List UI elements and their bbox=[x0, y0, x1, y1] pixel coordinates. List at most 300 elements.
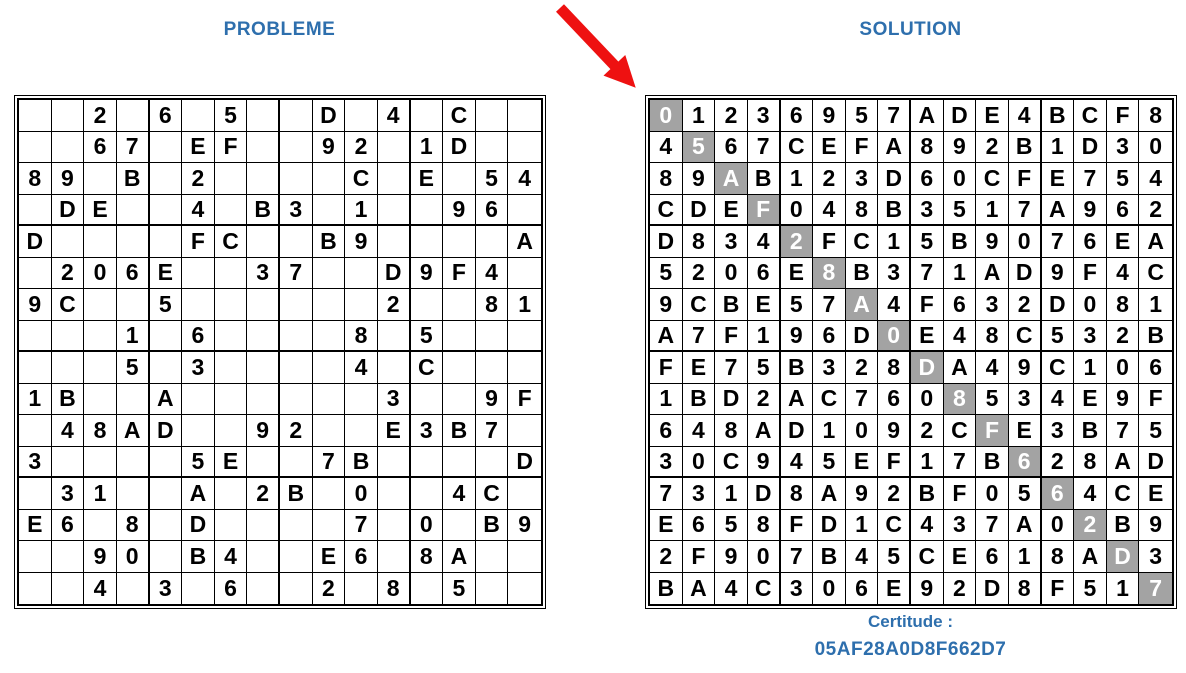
solution-cell-r6c10: 1 bbox=[944, 258, 977, 290]
solution-cell-r9c4: 5 bbox=[748, 352, 781, 384]
problem-cell-r2c2[interactable] bbox=[52, 132, 85, 164]
problem-cell-r4c10[interactable] bbox=[313, 195, 346, 227]
problem-cell-r12c15[interactable] bbox=[476, 447, 509, 479]
solution-cell-r5c14: 6 bbox=[1074, 226, 1107, 258]
problem-cell-r15c10: E bbox=[313, 541, 346, 573]
solution-cell-r1c7: 5 bbox=[846, 100, 879, 132]
problem-cell-r7c7[interactable] bbox=[215, 289, 248, 321]
problem-cell-r12c8[interactable] bbox=[247, 447, 280, 479]
problem-cell-r8c9[interactable] bbox=[280, 321, 313, 353]
problem-cell-r15c9[interactable] bbox=[280, 541, 313, 573]
solution-cell-r1c3: 2 bbox=[715, 100, 748, 132]
problem-cell-r6c14: F bbox=[443, 258, 476, 290]
solution-cell-r8c11: 8 bbox=[976, 321, 1009, 353]
solution-cell-r10c1: 1 bbox=[650, 384, 683, 416]
solution-cell-r9c15: 0 bbox=[1107, 352, 1140, 384]
solution-cell-r11c3: 8 bbox=[715, 415, 748, 447]
solution-cell-r2c2: 5 bbox=[683, 132, 716, 164]
solution-cell-r3c16: 4 bbox=[1139, 163, 1172, 195]
solution-cell-r9c8: 8 bbox=[878, 352, 911, 384]
problem-cell-r8c10[interactable] bbox=[313, 321, 346, 353]
problem-cell-r3c5[interactable] bbox=[150, 163, 183, 195]
problem-cell-r5c5[interactable] bbox=[150, 226, 183, 258]
problem-cell-r11c7[interactable] bbox=[215, 415, 248, 447]
solution-cell-r5c1: D bbox=[650, 226, 683, 258]
problem-cell-r16c7: 6 bbox=[215, 573, 248, 605]
problem-cell-r7c2: C bbox=[52, 289, 85, 321]
solution-cell-r13c14: 4 bbox=[1074, 478, 1107, 510]
problem-cell-r5c11: 9 bbox=[345, 226, 378, 258]
problem-cell-r14c13: 0 bbox=[411, 510, 444, 542]
solution-cell-r15c10: E bbox=[944, 541, 977, 573]
solution-cell-r11c2: 4 bbox=[683, 415, 716, 447]
problem-cell-r10c8[interactable] bbox=[247, 384, 280, 416]
solution-cell-r4c4: F bbox=[748, 195, 781, 227]
problem-cell-r16c13[interactable] bbox=[411, 573, 444, 605]
solution-cell-r12c2: 0 bbox=[683, 447, 716, 479]
solution-cell-r1c6: 9 bbox=[813, 100, 846, 132]
solution-cell-r5c8: 1 bbox=[878, 226, 911, 258]
solution-cell-r13c12: 5 bbox=[1009, 478, 1042, 510]
solution-cell-r15c15: D bbox=[1107, 541, 1140, 573]
solution-cell-r3c6: 2 bbox=[813, 163, 846, 195]
problem-cell-r5c9[interactable] bbox=[280, 226, 313, 258]
problem-cell-r2c16[interactable] bbox=[508, 132, 541, 164]
solution-cell-r14c5: F bbox=[781, 510, 814, 542]
problem-cell-r16c4[interactable] bbox=[117, 573, 150, 605]
problem-cell-r9c9[interactable] bbox=[280, 352, 313, 384]
solution-cell-r8c2: 7 bbox=[683, 321, 716, 353]
solution-cell-r7c5: 5 bbox=[781, 289, 814, 321]
problem-cell-r9c13: C bbox=[411, 352, 444, 384]
problem-cell-r13c7[interactable] bbox=[215, 478, 248, 510]
problem-cell-r5c15[interactable] bbox=[476, 226, 509, 258]
solution-cell-r9c5: B bbox=[781, 352, 814, 384]
problem-cell-r1c15[interactable] bbox=[476, 100, 509, 132]
solution-cell-r13c4: D bbox=[748, 478, 781, 510]
problem-cell-r8c15[interactable] bbox=[476, 321, 509, 353]
problem-cell-r15c2[interactable] bbox=[52, 541, 85, 573]
problem-cell-r15c5[interactable] bbox=[150, 541, 183, 573]
problem-cell-r12c4[interactable] bbox=[117, 447, 150, 479]
solution-cell-r1c16: 8 bbox=[1139, 100, 1172, 132]
solution-cell-r12c7: E bbox=[846, 447, 879, 479]
problem-cell-r14c8[interactable] bbox=[247, 510, 280, 542]
problem-cell-r2c12[interactable] bbox=[378, 132, 411, 164]
solution-cell-r7c6: 7 bbox=[813, 289, 846, 321]
solution-cell-r14c1: E bbox=[650, 510, 683, 542]
problem-cell-r8c2[interactable] bbox=[52, 321, 85, 353]
solution-cell-r12c12: 6 bbox=[1009, 447, 1042, 479]
problem-cell-r11c15: 7 bbox=[476, 415, 509, 447]
problem-cell-r15c16[interactable] bbox=[508, 541, 541, 573]
problem-cell-r2c8[interactable] bbox=[247, 132, 280, 164]
problem-cell-r9c15[interactable] bbox=[476, 352, 509, 384]
problem-cell-r7c15: 8 bbox=[476, 289, 509, 321]
problem-cell-r14c5[interactable] bbox=[150, 510, 183, 542]
solution-cell-r3c2: 9 bbox=[683, 163, 716, 195]
problem-cell-r6c6[interactable] bbox=[182, 258, 215, 290]
problem-cell-r6c12: D bbox=[378, 258, 411, 290]
problem-cell-r12c5[interactable] bbox=[150, 447, 183, 479]
problem-cell-r10c14[interactable] bbox=[443, 384, 476, 416]
solution-cell-r3c8: D bbox=[878, 163, 911, 195]
problem-cell-r8c5[interactable] bbox=[150, 321, 183, 353]
problem-cell-r4c5[interactable] bbox=[150, 195, 183, 227]
problem-cell-r3c3[interactable] bbox=[84, 163, 117, 195]
problem-cell-r14c9[interactable] bbox=[280, 510, 313, 542]
solution-cell-r14c12: A bbox=[1009, 510, 1042, 542]
problem-cell-r10c1: 1 bbox=[19, 384, 52, 416]
problem-cell-r11c1[interactable] bbox=[19, 415, 52, 447]
problem-cell-r12c9[interactable] bbox=[280, 447, 313, 479]
problem-cell-r11c8: 9 bbox=[247, 415, 280, 447]
solution-cell-r2c12: B bbox=[1009, 132, 1042, 164]
problem-cell-r9c8[interactable] bbox=[247, 352, 280, 384]
problem-cell-r6c3: 0 bbox=[84, 258, 117, 290]
problem-cell-r10c3[interactable] bbox=[84, 384, 117, 416]
solution-cell-r9c13: C bbox=[1042, 352, 1075, 384]
problem-cell-r8c7[interactable] bbox=[215, 321, 248, 353]
problem-board bbox=[17, 98, 543, 606]
solution-cell-r16c14: 5 bbox=[1074, 573, 1107, 605]
problem-cell-r4c14: 9 bbox=[443, 195, 476, 227]
problem-cell-r5c12[interactable] bbox=[378, 226, 411, 258]
problem-cell-r9c10[interactable] bbox=[313, 352, 346, 384]
solution-cell-r7c2: C bbox=[683, 289, 716, 321]
problem-cell-r15c12[interactable] bbox=[378, 541, 411, 573]
solution-cell-r15c1: 2 bbox=[650, 541, 683, 573]
problem-cell-r6c16[interactable] bbox=[508, 258, 541, 290]
problem-cell-r7c6[interactable] bbox=[182, 289, 215, 321]
problem-cell-r2c1[interactable] bbox=[19, 132, 52, 164]
problem-cell-r6c10[interactable] bbox=[313, 258, 346, 290]
solution-cell-r5c3: 3 bbox=[715, 226, 748, 258]
problem-heading: PROBLEME bbox=[223, 19, 336, 40]
solution-cell-r12c16: D bbox=[1139, 447, 1172, 479]
solution-cell-r13c7: 9 bbox=[846, 478, 879, 510]
problem-cell-r7c8[interactable] bbox=[247, 289, 280, 321]
solution-cell-r7c4: E bbox=[748, 289, 781, 321]
problem-cell-r7c4[interactable] bbox=[117, 289, 150, 321]
problem-cell-r8c4: 1 bbox=[117, 321, 150, 353]
solution-cell-r2c14: D bbox=[1074, 132, 1107, 164]
solution-cell-r6c13: 9 bbox=[1042, 258, 1075, 290]
problem-cell-r11c5: D bbox=[150, 415, 183, 447]
problem-cell-r2c11: 2 bbox=[345, 132, 378, 164]
problem-cell-r12c10: 7 bbox=[313, 447, 346, 479]
problem-cell-r9c2[interactable] bbox=[52, 352, 85, 384]
problem-cell-r12c6: 5 bbox=[182, 447, 215, 479]
solution-cell-r6c7: B bbox=[846, 258, 879, 290]
problem-cell-r5c4[interactable] bbox=[117, 226, 150, 258]
problem-cell-r9c3[interactable] bbox=[84, 352, 117, 384]
problem-cell-r4c12[interactable] bbox=[378, 195, 411, 227]
red-arrow-icon bbox=[548, 2, 648, 97]
solution-cell-r1c11: E bbox=[976, 100, 1009, 132]
problem-cell-r5c14[interactable] bbox=[443, 226, 476, 258]
problem-cell-r8c8[interactable] bbox=[247, 321, 280, 353]
solution-cell-r11c11: F bbox=[976, 415, 1009, 447]
solution-cell-r4c16: 2 bbox=[1139, 195, 1172, 227]
solution-cell-r12c15: A bbox=[1107, 447, 1140, 479]
certitude-label: Certitude : bbox=[868, 612, 953, 631]
solution-cell-r13c3: 1 bbox=[715, 478, 748, 510]
solution-cell-r7c14: 0 bbox=[1074, 289, 1107, 321]
problem-cell-r11c9: 2 bbox=[280, 415, 313, 447]
problem-cell-r7c5: 5 bbox=[150, 289, 183, 321]
problem-cell-r12c16: D bbox=[508, 447, 541, 479]
problem-cell-r3c9[interactable] bbox=[280, 163, 313, 195]
problem-cell-r6c13: 9 bbox=[411, 258, 444, 290]
solution-cell-r3c12: F bbox=[1009, 163, 1042, 195]
solution-cell-r8c6: 6 bbox=[813, 321, 846, 353]
problem-cell-r5c13[interactable] bbox=[411, 226, 444, 258]
problem-cell-r13c12[interactable] bbox=[378, 478, 411, 510]
problem-cell-r13c4[interactable] bbox=[117, 478, 150, 510]
problem-cell-r16c9[interactable] bbox=[280, 573, 313, 605]
problem-cell-r14c12[interactable] bbox=[378, 510, 411, 542]
problem-cell-r15c4: 0 bbox=[117, 541, 150, 573]
solution-cell-r2c8: A bbox=[878, 132, 911, 164]
problem-cell-r3c11: C bbox=[345, 163, 378, 195]
problem-cell-r1c13[interactable] bbox=[411, 100, 444, 132]
problem-cell-r13c1[interactable] bbox=[19, 478, 52, 510]
problem-cell-r16c5: 3 bbox=[150, 573, 183, 605]
problem-cell-r3c8[interactable] bbox=[247, 163, 280, 195]
problem-cell-r6c1[interactable] bbox=[19, 258, 52, 290]
problem-cell-r10c2: B bbox=[52, 384, 85, 416]
problem-cell-r16c15[interactable] bbox=[476, 573, 509, 605]
solution-cell-r6c1: 5 bbox=[650, 258, 683, 290]
solution-cell-r10c12: 3 bbox=[1009, 384, 1042, 416]
problem-cell-r12c3[interactable] bbox=[84, 447, 117, 479]
problem-cell-r10c15: 9 bbox=[476, 384, 509, 416]
problem-cell-r8c16[interactable] bbox=[508, 321, 541, 353]
solution-cell-r9c16: 6 bbox=[1139, 352, 1172, 384]
solution-cell-r5c16: A bbox=[1139, 226, 1172, 258]
solution-cell-r11c15: 7 bbox=[1107, 415, 1140, 447]
solution-cell-r16c5: 3 bbox=[781, 573, 814, 605]
problem-cell-r7c1: 9 bbox=[19, 289, 52, 321]
problem-cell-r11c12: E bbox=[378, 415, 411, 447]
solution-cell-r11c13: 3 bbox=[1042, 415, 1075, 447]
problem-cell-r11c16[interactable] bbox=[508, 415, 541, 447]
problem-cell-r2c5[interactable] bbox=[150, 132, 183, 164]
problem-cell-r11c10[interactable] bbox=[313, 415, 346, 447]
problem-cell-r12c13[interactable] bbox=[411, 447, 444, 479]
problem-cell-r1c1[interactable] bbox=[19, 100, 52, 132]
problem-cell-r9c16[interactable] bbox=[508, 352, 541, 384]
solution-cell-r15c8: 5 bbox=[878, 541, 911, 573]
problem-cell-r13c15: C bbox=[476, 478, 509, 510]
problem-cell-r9c5[interactable] bbox=[150, 352, 183, 384]
problem-cell-r14c10[interactable] bbox=[313, 510, 346, 542]
problem-cell-r11c6[interactable] bbox=[182, 415, 215, 447]
solution-cell-r3c11: C bbox=[976, 163, 1009, 195]
problem-cell-r3c10[interactable] bbox=[313, 163, 346, 195]
problem-cell-r1c8[interactable] bbox=[247, 100, 280, 132]
problem-cell-r1c2[interactable] bbox=[52, 100, 85, 132]
solution-cell-r2c7: F bbox=[846, 132, 879, 164]
problem-cell-r14c3[interactable] bbox=[84, 510, 117, 542]
problem-cell-r9c7[interactable] bbox=[215, 352, 248, 384]
problem-cell-r10c11[interactable] bbox=[345, 384, 378, 416]
problem-cell-r16c1[interactable] bbox=[19, 573, 52, 605]
problem-cell-r8c1[interactable] bbox=[19, 321, 52, 353]
problem-cell-r5c2[interactable] bbox=[52, 226, 85, 258]
problem-cell-r1c4[interactable] bbox=[117, 100, 150, 132]
solution-cell-r16c11: D bbox=[976, 573, 1009, 605]
solution-cell-r1c14: C bbox=[1074, 100, 1107, 132]
solution-cell-r10c4: 2 bbox=[748, 384, 781, 416]
problem-cell-r4c16[interactable] bbox=[508, 195, 541, 227]
solution-cell-r8c13: 5 bbox=[1042, 321, 1075, 353]
problem-cell-r7c14[interactable] bbox=[443, 289, 476, 321]
problem-cell-r4c9: 3 bbox=[280, 195, 313, 227]
problem-cell-r15c8[interactable] bbox=[247, 541, 280, 573]
problem-cell-r9c12[interactable] bbox=[378, 352, 411, 384]
problem-cell-r11c11[interactable] bbox=[345, 415, 378, 447]
problem-cell-r6c11[interactable] bbox=[345, 258, 378, 290]
solution-cell-r5c6: F bbox=[813, 226, 846, 258]
problem-cell-r14c14[interactable] bbox=[443, 510, 476, 542]
solution-cell-r14c16: 9 bbox=[1139, 510, 1172, 542]
solution-cell-r8c16: B bbox=[1139, 321, 1172, 353]
problem-cell-r12c14[interactable] bbox=[443, 447, 476, 479]
solution-cell-r10c2: B bbox=[683, 384, 716, 416]
problem-cell-r16c2[interactable] bbox=[52, 573, 85, 605]
problem-cell-r16c8[interactable] bbox=[247, 573, 280, 605]
problem-cell-r10c10[interactable] bbox=[313, 384, 346, 416]
solution-cell-r10c11: 5 bbox=[976, 384, 1009, 416]
solution-cell-r13c10: F bbox=[944, 478, 977, 510]
problem-cell-r8c12[interactable] bbox=[378, 321, 411, 353]
problem-cell-r12c1: 3 bbox=[19, 447, 52, 479]
problem-cell-r10c12: 3 bbox=[378, 384, 411, 416]
problem-cell-r13c13[interactable] bbox=[411, 478, 444, 510]
problem-cell-r4c3: E bbox=[84, 195, 117, 227]
problem-cell-r3c14[interactable] bbox=[443, 163, 476, 195]
problem-cell-r16c6[interactable] bbox=[182, 573, 215, 605]
problem-cell-r4c7[interactable] bbox=[215, 195, 248, 227]
problem-cell-r3c4: B bbox=[117, 163, 150, 195]
problem-cell-r9c14[interactable] bbox=[443, 352, 476, 384]
solution-cell-r8c15: 2 bbox=[1107, 321, 1140, 353]
solution-cell-r8c7: D bbox=[846, 321, 879, 353]
problem-cell-r6c2: 2 bbox=[52, 258, 85, 290]
problem-cell-r14c7[interactable] bbox=[215, 510, 248, 542]
problem-cell-r7c11[interactable] bbox=[345, 289, 378, 321]
solution-cell-r9c6: 3 bbox=[813, 352, 846, 384]
problem-cell-r15c1[interactable] bbox=[19, 541, 52, 573]
problem-cell-r5c8[interactable] bbox=[247, 226, 280, 258]
problem-cell-r5c3[interactable] bbox=[84, 226, 117, 258]
solution-cell-r3c15: 5 bbox=[1107, 163, 1140, 195]
solution-cell-r4c9: 3 bbox=[911, 195, 944, 227]
problem-cell-r10c13[interactable] bbox=[411, 384, 444, 416]
problem-cell-r13c9: B bbox=[280, 478, 313, 510]
solution-cell-r6c2: 2 bbox=[683, 258, 716, 290]
problem-cell-r13c16[interactable] bbox=[508, 478, 541, 510]
problem-cell-r10c9[interactable] bbox=[280, 384, 313, 416]
problem-cell-r4c13[interactable] bbox=[411, 195, 444, 227]
problem-cell-r2c15[interactable] bbox=[476, 132, 509, 164]
problem-cell-r2c6: E bbox=[182, 132, 215, 164]
problem-cell-r10c4[interactable] bbox=[117, 384, 150, 416]
certitude-code: 05AF28A0D8F662D7 bbox=[814, 639, 1007, 660]
solution-cell-r4c12: 7 bbox=[1009, 195, 1042, 227]
solution-cell-r9c11: 4 bbox=[976, 352, 1009, 384]
problem-cell-r16c11[interactable] bbox=[345, 573, 378, 605]
problem-cell-r16c16[interactable] bbox=[508, 573, 541, 605]
problem-cell-r7c13[interactable] bbox=[411, 289, 444, 321]
problem-cell-r7c3[interactable] bbox=[84, 289, 117, 321]
problem-cell-r1c9[interactable] bbox=[280, 100, 313, 132]
solution-cell-r5c2: 8 bbox=[683, 226, 716, 258]
problem-cell-r13c10[interactable] bbox=[313, 478, 346, 510]
problem-cell-r6c4: 6 bbox=[117, 258, 150, 290]
solution-cell-r7c8: 4 bbox=[878, 289, 911, 321]
solution-cell-r15c5: 7 bbox=[781, 541, 814, 573]
solution-cell-r6c11: A bbox=[976, 258, 1009, 290]
solution-cell-r12c4: 9 bbox=[748, 447, 781, 479]
solution-cell-r8c8: 0 bbox=[878, 321, 911, 353]
problem-cell-r1c16[interactable] bbox=[508, 100, 541, 132]
problem-cell-r12c11: B bbox=[345, 447, 378, 479]
problem-cell-r1c7: 5 bbox=[215, 100, 248, 132]
problem-cell-r15c3: 9 bbox=[84, 541, 117, 573]
problem-cell-r4c4[interactable] bbox=[117, 195, 150, 227]
solution-cell-r15c13: 8 bbox=[1042, 541, 1075, 573]
solution-cell-r9c9: D bbox=[911, 352, 944, 384]
problem-cell-r12c2[interactable] bbox=[52, 447, 85, 479]
solution-cell-r4c6: 4 bbox=[813, 195, 846, 227]
solution-cell-r1c15: F bbox=[1107, 100, 1140, 132]
problem-cell-r13c5[interactable] bbox=[150, 478, 183, 510]
problem-cell-r8c14[interactable] bbox=[443, 321, 476, 353]
solution-cell-r7c15: 8 bbox=[1107, 289, 1140, 321]
solution-cell-r1c1: 0 bbox=[650, 100, 683, 132]
problem-cell-r1c6[interactable] bbox=[182, 100, 215, 132]
solution-cell-r3c3: A bbox=[715, 163, 748, 195]
problem-cell-r15c15[interactable] bbox=[476, 541, 509, 573]
problem-cell-r2c9[interactable] bbox=[280, 132, 313, 164]
problem-cell-r9c1[interactable] bbox=[19, 352, 52, 384]
problem-cell-r3c7[interactable] bbox=[215, 163, 248, 195]
solution-cell-r13c13: 6 bbox=[1042, 478, 1075, 510]
problem-cell-r14c16: 9 bbox=[508, 510, 541, 542]
problem-cell-r6c15: 4 bbox=[476, 258, 509, 290]
problem-cell-r12c12[interactable] bbox=[378, 447, 411, 479]
solution-cell-r16c10: 2 bbox=[944, 573, 977, 605]
solution-cell-r11c10: C bbox=[944, 415, 977, 447]
problem-cell-r1c11[interactable] bbox=[345, 100, 378, 132]
problem-cell-r3c12[interactable] bbox=[378, 163, 411, 195]
problem-cell-r10c5: A bbox=[150, 384, 183, 416]
problem-cell-r10c7[interactable] bbox=[215, 384, 248, 416]
solution-cell-r10c13: 4 bbox=[1042, 384, 1075, 416]
problem-cell-r8c3[interactable] bbox=[84, 321, 117, 353]
problem-cell-r10c6[interactable] bbox=[182, 384, 215, 416]
problem-cell-r7c10[interactable] bbox=[313, 289, 346, 321]
solution-cell-r10c10: 8 bbox=[944, 384, 977, 416]
problem-cell-r6c7[interactable] bbox=[215, 258, 248, 290]
solution-cell-r1c9: A bbox=[911, 100, 944, 132]
problem-cell-r7c9[interactable] bbox=[280, 289, 313, 321]
problem-cell-r3c2: 9 bbox=[52, 163, 85, 195]
problem-cell-r4c1[interactable] bbox=[19, 195, 52, 227]
